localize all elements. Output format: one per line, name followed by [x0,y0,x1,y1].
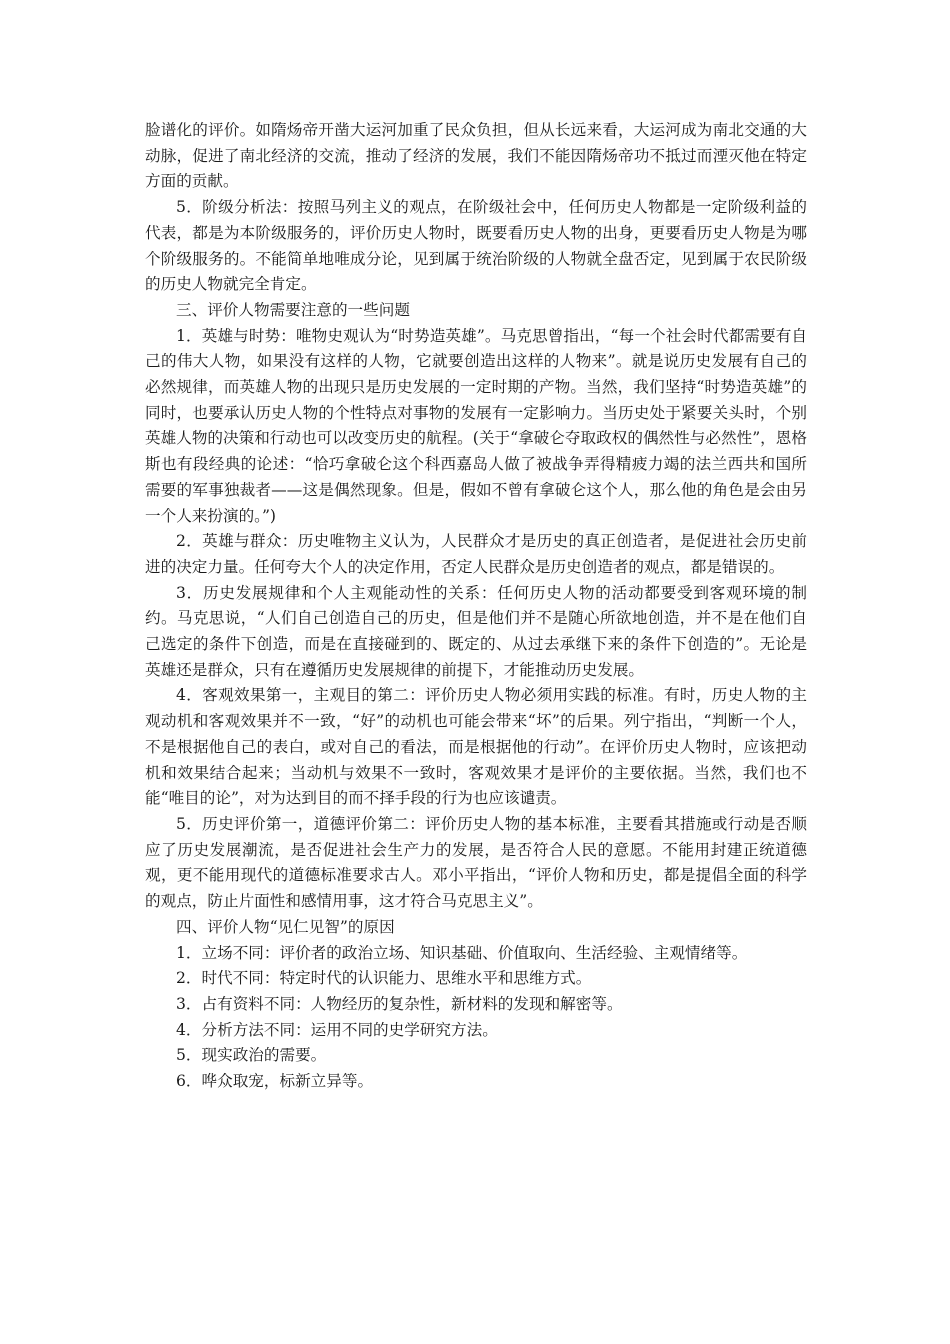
paragraph-objective-effect: 4．客观效果第一，主观目的第二：评价历史人物必须用实践的标准。有时，历史人物的主观动机和客观效果并不一致，“好”的动机也可能会带来“坏”的后果。列宁指出，“判断一个人，不是根据他自己的表白，或对自己的看法，而是根据他的行动”。在评价历史人物时，应该把动机和效果结合起来；当动机与效果不一致时，客观效果才是评价的主要依据。当然，我们也不能“唯目的论”，对为达到目的而不择手段的行为也应该谴责。 [145,686,807,808]
list-item: 2．时代不同：特定时代的认识能力、思维水平和思维方式。 [176,969,592,988]
paragraph-historical-law: 3．历史发展规律和个人主观能动性的关系：任何历史人物的活动都要受到客观环境的制约。马克思说，“人们自己创造自己的历史，但是他们并不是随心所欲地创造，并不是在他们自己选定的条件下创造，而是在直接碰到的、既定的、从过去承继下来的条件下创造的”。无论是英雄还是群众，只有在遵循历史发展规律的前提下，才能推动历史发展。 [145,583,807,679]
document-page [145,118,807,1095]
list-item: 6．哗众取宠，标新立异等。 [176,1072,374,1091]
list-item: 5．现实政治的需要。 [176,1046,327,1065]
paragraph-historical-evaluation: 5．历史评价第一，道德评价第二：评价历史人物的基本标准，主要看其措施或行动是否顺应了历史发展潮流，是否促进社会生产力的发展，是否符合人民的意愿。不能用封建正统道德观，更不能用现代的道德标准要求古人。邓小平指出，“评价人物和历史，都是提倡全面的科学的观点，防止片面性和感情用事，这才符合马克思主义”。 [145,814,807,911]
paragraph-continuation: 脸谱化的评价。如隋炀帝开凿大运河加重了民众负担，但从长远来看，大运河成为南北交通的大动脉，促进了南北经济的交流，推动了经济的发展，我们不能因隋炀帝功不抵过而湮灭他在特定方面的贡献。 [145,121,807,191]
list-item: 1．立场不同：评价者的政治立场、知识基础、价值取向、生活经验、主观情绪等。 [176,943,748,962]
list-item: 3．占有资料不同：人物经历的复杂性，新材料的发现和解密等。 [176,994,623,1013]
section-heading-4: 四、评价人物“见仁见智”的原因 [176,917,395,936]
paragraph-hero-and-masses: 2．英雄与群众：历史唯物主义认为，人民群众才是历史的真正创造者，是促进社会历史前进的决定力量。任何夸大个人的决定作用，否定人民群众是历史创造者的观点，都是错误的。 [145,532,807,576]
paragraph-hero-and-times: 1．英雄与时势：唯物史观认为“时势造英雄”。马克思曾指出，“每一个社会时代都需要有自己的伟大人物，如果没有这样的人物，它就要创造出这样的人物来”。就是说历史发展有自己的必然规律，而英雄人物的出现只是历史发展的一定时期的产物。当然，我们坚持“时势造英雄”的同时，也要承认历史人物的个性特点对事物的发展有一定影响力。当历史处于紧要关头时，个别英雄人物的决策和行动也可以改变历史的航程。(关于“拿破仑夺取政权的偶然性与必然性”，恩格斯也有段经典的论述：“恰巧拿破仑这个科西嘉岛人做了被战争弄得精疲力竭的法兰西共和国所需要的军事独裁者——这是偶然现象。但是，假如不曾有拿破仑这个人，那么他的角色是会由另一个人来扮演的。”) [145,326,807,525]
section-heading-3: 三、评价人物需要注意的一些问题 [176,300,410,319]
paragraph-class-analysis: 5．阶级分析法：按照马列主义的观点，在阶级社会中，任何历史人物都是一定阶级利益的代表，都是为本阶级服务的，评价历史人物时，既要看历史人物的出身，更要看历史人物是为哪个阶级服务的。不能简单地唯成分论，见到属于统治阶级的人物就全盘否定，见到属于农民阶级的历史人物就完全肯定。 [145,198,807,294]
list-item: 4．分析方法不同：运用不同的史学研究方法。 [176,1020,498,1039]
